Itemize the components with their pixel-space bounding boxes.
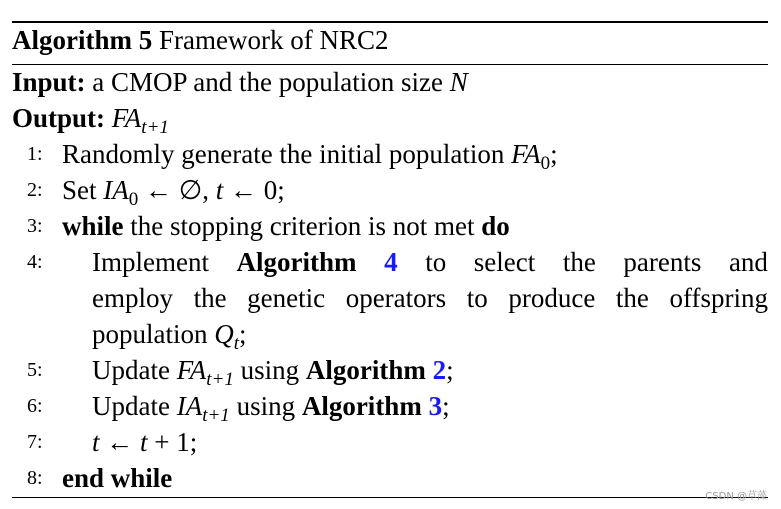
step-post: ; xyxy=(239,319,247,349)
step-text: Update xyxy=(92,355,177,385)
step-post: ; xyxy=(442,391,450,421)
middle-rule xyxy=(12,64,768,65)
step-text: population xyxy=(92,319,215,349)
word: the xyxy=(562,247,596,277)
step-number: 2: xyxy=(27,179,43,201)
input-text: a CMOP and the population size xyxy=(85,67,450,97)
step-4-line-1 xyxy=(92,246,768,278)
word: parents xyxy=(623,247,702,277)
step-number: 5: xyxy=(27,359,43,381)
bottom-rule xyxy=(12,497,768,498)
step-2 xyxy=(62,174,285,210)
step-4-line-2 xyxy=(92,282,768,314)
step-post: ; xyxy=(446,355,454,385)
step-text: Set xyxy=(62,175,104,205)
step-mid: using xyxy=(233,355,306,385)
step-var: IA xyxy=(176,391,203,421)
word: produce xyxy=(508,283,596,313)
step-post: ← xyxy=(99,427,141,457)
output-var: FA xyxy=(111,103,142,133)
algorithm-ref-link[interactable]: 3 xyxy=(428,391,443,421)
step-text: Update xyxy=(92,391,177,421)
word: genetic xyxy=(247,283,326,313)
step-7 xyxy=(92,426,197,458)
step-5 xyxy=(92,354,454,390)
step-post: ; xyxy=(550,139,558,169)
word: to xyxy=(466,283,488,313)
step-sub: 0 xyxy=(540,153,551,174)
input-var: N xyxy=(449,67,468,97)
step-text: Randomly generate the initial population xyxy=(62,139,512,169)
output-sub: t+1 xyxy=(141,117,169,138)
step-4-line-3 xyxy=(92,318,247,354)
word: select xyxy=(473,247,536,277)
step-number: 1: xyxy=(27,143,43,165)
word: the xyxy=(615,283,649,313)
step-var: Q xyxy=(214,319,234,349)
word: employ xyxy=(92,283,173,313)
word: to xyxy=(425,247,447,277)
output-label: Output: xyxy=(12,103,106,133)
algorithm-ref-link[interactable]: 4 xyxy=(384,247,398,277)
word: operators xyxy=(345,283,447,313)
step-number: 4: xyxy=(27,251,43,273)
step-var: FA xyxy=(511,139,541,169)
algorithm-label: Algorithm 5 xyxy=(12,25,153,55)
word: and xyxy=(728,247,768,277)
step-var: t xyxy=(92,427,100,457)
algorithm-keyword: Algorithm xyxy=(305,355,426,385)
algorithm-keyword: Algorithm xyxy=(301,391,422,421)
algorithm-title-text: Framework of NRC2 xyxy=(152,25,389,55)
step-post-2: + 1; xyxy=(147,427,198,457)
step-6 xyxy=(92,390,450,426)
step-text: the stopping criterion is not met xyxy=(123,211,482,241)
step-8 xyxy=(62,462,172,494)
output-line xyxy=(12,102,169,138)
watermark: CSDN @草藻 xyxy=(705,491,767,502)
step-post: ← ∅, xyxy=(138,175,216,205)
step-3 xyxy=(62,210,510,242)
step-sub: 0 xyxy=(128,189,139,210)
algorithm-title xyxy=(12,24,388,56)
step-number: 3: xyxy=(27,215,43,237)
word: the xyxy=(193,283,227,313)
step-number: 7: xyxy=(27,431,43,453)
step-var: FA xyxy=(176,355,207,385)
input-label: Input: xyxy=(12,67,86,97)
step-number: 8: xyxy=(27,467,43,489)
step-number: 6: xyxy=(27,395,43,417)
keyword-end-while: end while xyxy=(62,463,173,493)
step-sub: t xyxy=(233,333,240,354)
step-var: IA xyxy=(103,175,129,205)
step-sub: t+1 xyxy=(202,405,230,426)
step-var-2: t xyxy=(140,427,148,457)
keyword-while: while xyxy=(62,211,124,241)
word: Implement xyxy=(92,247,209,277)
step-var-2: t xyxy=(215,175,224,205)
step-mid: using xyxy=(229,391,302,421)
input-line xyxy=(12,66,468,98)
step-1 xyxy=(62,138,558,174)
algorithm-keyword: Algorithm xyxy=(236,247,357,277)
keyword-do: do xyxy=(481,211,510,241)
algorithm-ref-link[interactable]: 2 xyxy=(432,355,447,385)
word: offspring xyxy=(669,283,768,313)
top-rule xyxy=(12,21,768,23)
step-post-2: ← 0; xyxy=(223,175,285,205)
step-sub: t+1 xyxy=(206,369,234,390)
